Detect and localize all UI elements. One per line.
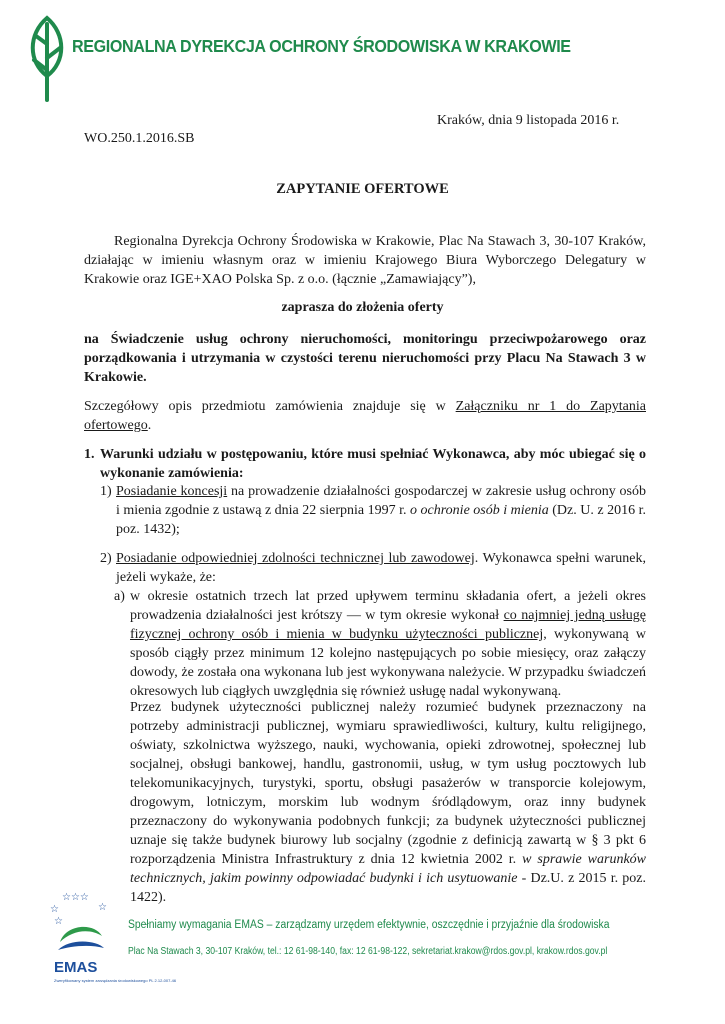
item-2-number: 2) bbox=[100, 551, 112, 566]
definition-tail: - Dz.U. z 2015 r. poz. 1422). bbox=[130, 871, 646, 905]
document-title: ZAPYTANIE OFERTOWE bbox=[276, 181, 449, 197]
subitem-a-underlined: co najmniej jedną usługę fizycznej ochrony osób i mienia w budynku użyteczności publicznej bbox=[130, 608, 646, 642]
order-subject: na Świadczenie usług ochrony nieruchomości, monitoringu przeciwpożarowego oraz porządkowania i utrzymania w czystości terenu nieruchomości przy Placu Na Stawach 3 w Krakowie. bbox=[84, 332, 646, 385]
detail-prefix: Szczegółowy opis przedmiotu zamówienia znajduje się w bbox=[84, 399, 456, 414]
subitem-a-body2: , wykonywaną w sposób ciągły przez minimum 12 kolejno następujących po sobie miesięcy, oraz załączy dowody, że została ona wykonana lub jest wykonywana należycie. W przypadku świadczeń okresowych lub ciągłych uwzględnia się również usługę nadal wykonywaną. bbox=[130, 627, 647, 699]
subitem-a-text bbox=[114, 587, 646, 701]
reference-number: WO.250.1.2016.SB bbox=[84, 131, 195, 146]
item-1-italic: o ochronie osób i mienia bbox=[410, 503, 549, 518]
condition-item-1 bbox=[100, 482, 646, 539]
item-2-text bbox=[100, 549, 646, 587]
item-1-body: na prowadzenie działalności gospodarczej w zakresie usług ochrony osób i mienia zgodnie z ustawą z dnia 22 sierpnia 1997 r. bbox=[116, 484, 646, 518]
document-date: Kraków, dnia 9 listopada 2016 r. bbox=[437, 113, 620, 128]
attachment-link[interactable]: Załączniku nr 1 do Zapytania ofertowego bbox=[84, 399, 646, 433]
footer-contact-line: Plac Na Stawach 3, 30-107 Kraków, tel.: 12 61-98-140, fax: 12 61-98-122, sekretariat.krakow@rdos.gov.pl, krakow.rdos.gov.pl bbox=[128, 946, 608, 957]
svg-text:☆: ☆ bbox=[50, 904, 59, 915]
svg-text:☆: ☆ bbox=[54, 916, 63, 927]
rdos-leaf-logo-icon bbox=[22, 14, 72, 102]
emas-label: EMAS bbox=[54, 959, 98, 976]
detail-paragraph bbox=[84, 397, 646, 435]
definition-italic: w sprawie warunków technicznych, jakim powinny odpowiadać budynki i ich usytuowanie bbox=[130, 852, 646, 886]
item-2-underlined: Posiadanie odpowiedniej zdolności technicznej lub zawodowej bbox=[116, 551, 475, 566]
section-1-heading bbox=[84, 445, 646, 483]
condition-item-2 bbox=[100, 549, 646, 587]
subitem-a-body1: w okresie ostatnich trzech lat przed upływem terminu składania ofert, a jeżeli okres prowadzenia działalności jest krótszy — w tym okresie wykonał bbox=[130, 589, 646, 623]
intro-paragraph: Regionalna Dyrekcja Ochrony Środowiska w Krakowie, Plac Na Stawach 3, 30-107 Kraków, działając w imieniu własnym oraz w imieniu Krajowego Biura Wyborczego Delegatury w Krakowie oraz IGE+XAO Polska Sp. z o.o. (łącznie „Zamawiający”), bbox=[84, 234, 646, 287]
item-1-text bbox=[100, 482, 646, 539]
detail-suffix: . bbox=[147, 418, 152, 433]
organization-title: REGIONALNA DYREKCJA OCHRONY ŚRODOWISKA W KRAKOWIE bbox=[72, 36, 571, 56]
item-2-body: . Wykonawca spełni warunek, jeżeli wykaże, że: bbox=[116, 551, 646, 585]
definition-body: Przez budynek użyteczności publicznej należy rozumieć budynek przeznaczony na potrzeby administracji publicznej, wymiaru sprawiedliwości, kultury, kultu religijnego, oświaty, szkolnictwa wyższego, nauki, wychowania, opieki zdrowotnej, społecznej lub socjalnej, obsługi bankowej, handlu, gastronomii, usług, w tym usług pocztowych lub telekomunikacyjnych, turystyki, sportu, obsługi pasażerów w transporcie kolejowym, drogowym, lotniczym, morskim lub wodnym śródlądowym, oraz inny budynek przeznaczony do wykonywania podobnych funkcji; za budynek użyteczności publicznej uznaje się także budynek biurowy lub socjalny (zgodnie z definicją zawartą w § 3 pkt 6 rozporządzenia Ministra Infrastruktury z dnia 12 kwietnia 2002 r. bbox=[130, 700, 646, 867]
invite-line: zaprasza do złożenia oferty bbox=[281, 300, 444, 315]
svg-text:☆☆☆: ☆☆☆ bbox=[62, 892, 89, 903]
footer-emas-statement: Spełniamy wymagania EMAS – zarządzamy urzędem efektywnie, oszczędnie i przyjaźnie dla środowiska bbox=[128, 919, 610, 931]
section-1-number: 1. bbox=[84, 447, 95, 462]
section-1-heading-text: Warunki udziału w postępowaniu, które musi spełniać Wykonawca, aby móc ubiegać się o wykonanie zamówienia: bbox=[100, 447, 646, 481]
subitem-a-number: a) bbox=[114, 589, 125, 604]
item-1-tail: (Dz. U. z 2016 r. poz. 1432); bbox=[116, 503, 647, 537]
emas-small-text: Zweryfikowany system zarządzania środowiskowego PL 2.12-007-46 bbox=[54, 978, 177, 983]
emas-logo-icon bbox=[40, 888, 177, 1006]
item-1-number: 1) bbox=[100, 484, 112, 499]
item-1-underlined: Posiadanie koncesji bbox=[116, 484, 228, 499]
condition-subitem-a bbox=[114, 587, 646, 701]
svg-text:☆: ☆ bbox=[98, 902, 107, 913]
public-building-definition bbox=[130, 698, 646, 907]
